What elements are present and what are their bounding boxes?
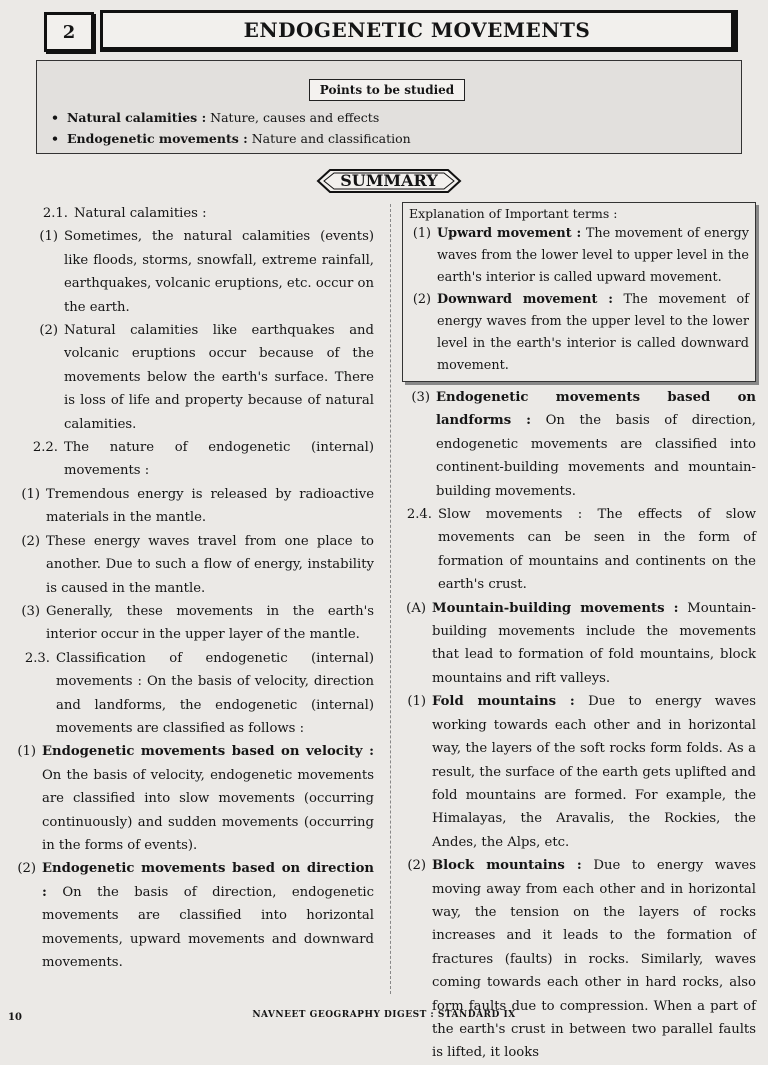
chapter-header: [44, 8, 742, 52]
paragraph-number: 2.2.: [32, 440, 58, 456]
paragraph-number: (1): [407, 694, 426, 710]
paragraph: [12, 530, 374, 600]
paragraph-number: 2.4.: [406, 507, 432, 523]
body-text: Generally, these movements in the earth's interior occur in the upper layer of the mantle.: [46, 603, 374, 643]
body-text: The nature of endogenetic (internal) movements :: [64, 440, 374, 479]
paragraph-number: (2): [17, 861, 36, 877]
points-title: Points to be studied: [309, 79, 465, 101]
paragraph-number: (2): [21, 533, 40, 549]
paragraph: [12, 225, 374, 319]
body-text: The movement of energy waves from the upper level to the lower level in the earth's interior is called downward movement.: [437, 292, 750, 373]
paragraph: [402, 854, 756, 1065]
paragraph-text: [42, 857, 374, 974]
paragraph-number: (1): [17, 744, 36, 760]
paragraph-number: 2.1.: [42, 206, 68, 221]
paragraph-number: (A): [406, 600, 426, 616]
point-desc: Nature and classification: [247, 131, 411, 146]
paragraph: [12, 857, 374, 974]
body-text: Tremendous energy is released by radioactive materials in the mantle.: [46, 486, 374, 526]
summary-label: SUMMARY: [340, 171, 438, 190]
paragraph-number: (1): [21, 486, 40, 502]
bold-term: Endogenetic movements based on direction :: [42, 861, 374, 900]
paragraph-number: (3): [411, 390, 430, 405]
paragraph: [12, 647, 374, 741]
bold-term: Block mountains :: [432, 858, 582, 874]
paragraph: [12, 600, 374, 647]
paragraph-text: [432, 597, 756, 691]
bullet-icon: •: [51, 131, 59, 146]
body-text: Mountain-building movements include the movements that lead to formation of fold mountains, block mountains and rift valleys.: [432, 600, 756, 686]
paragraph: [12, 202, 374, 225]
points-to-be-studied-box: [36, 60, 742, 154]
summary-heading: [316, 168, 462, 194]
list-item: [51, 107, 411, 128]
paragraph: [12, 436, 374, 483]
body-text: Due to energy waves moving away from each other and in horizontal way, the tension on the layers of rocks increases and it leads to the formation of fractures (faults) in rocks. Similarly, waves coming towards each other in hard rocks, also form faults due to compression. When a part of the earth's crust in between two parallel faults is lifted, it looks: [432, 858, 756, 1061]
bullet-icon: •: [51, 110, 59, 125]
points-list: [51, 107, 411, 149]
body-text: Natural calamities like earthquakes and volcanic eruptions occur because of the movements below the earth's surface. There is loss of life and property because of natural calamities.: [64, 323, 374, 432]
paragraph-text: [64, 436, 374, 483]
paragraph: [402, 597, 756, 691]
bold-term: Downward movement :: [437, 292, 613, 307]
left-column: [12, 202, 374, 974]
paragraph-number: (2): [412, 292, 431, 307]
list-item: [51, 128, 411, 149]
paragraph-number: 2.3.: [24, 650, 50, 666]
paragraph-text: [74, 202, 374, 225]
point-desc: Nature, causes and effects: [206, 110, 380, 125]
body-text: Sometimes, the natural calamities (events) like floods, storms, snowfall, extreme rainfall, earthquakes, volcanic eruptions, etc. occur on the earth.: [64, 229, 374, 315]
paragraph-number: (3): [21, 603, 40, 619]
body-text: These energy waves travel from one place to another. Due to such a flow of energy, instability is caused in the mantle.: [46, 533, 374, 596]
bold-term: Mountain-building movements :: [432, 600, 679, 616]
point-term: Natural calamities :: [67, 110, 207, 125]
important-terms-box: [402, 202, 756, 382]
page-footer: NAVNEET GEOGRAPHY DIGEST : STANDARD IX: [252, 1010, 516, 1020]
paragraph-number: (2): [39, 323, 58, 339]
body-text: Slow movements : The effects of slow movements can be seen in the form of formation of mountains and continents on the earth's crust.: [438, 507, 756, 593]
page-number: 10: [8, 1012, 22, 1023]
paragraph-number: (1): [39, 229, 58, 245]
paragraph: [409, 223, 749, 289]
paragraph: [402, 503, 756, 597]
paragraph-text: [46, 600, 374, 647]
paragraph-number: (2): [407, 858, 426, 874]
paragraph-text: [56, 647, 374, 741]
terms-title: Explanation of Important terms :: [409, 206, 618, 221]
body-text: On the basis of velocity, endogenetic movements are classified into slow movements (occurring continuously) and sudden movements (occurring in the forms of events).: [42, 767, 374, 853]
body-text: On the basis of direction, endogenetic movements are classified into horizontal movements, upward movements and downward movements.: [42, 884, 374, 970]
paragraph: [12, 319, 374, 436]
body-text: Natural calamities :: [74, 206, 207, 221]
paragraph-text: [437, 223, 749, 289]
paragraph-text: [436, 386, 756, 503]
bold-term: Endogenetic movements based on velocity :: [42, 744, 374, 760]
paragraph-text: [46, 483, 374, 530]
body-text: On the basis of direction, endogenetic movements are classified into continent-building movements and mountain-building movements.: [436, 413, 756, 499]
paragraph: [402, 690, 756, 854]
paragraph-text: [432, 690, 756, 854]
paragraph-text: [64, 225, 374, 319]
paragraph: [409, 289, 749, 377]
paragraph-text: [42, 740, 374, 857]
point-term: Endogenetic movements :: [67, 131, 248, 146]
body-text: The movement of energy waves from the lower level to upper level in the earth's interior is called upward movement.: [437, 226, 749, 285]
bold-term: Endogenetic movements based on landforms :: [436, 390, 756, 429]
chapter-number: 2: [44, 12, 94, 52]
paragraph-text: [437, 289, 749, 377]
paragraph: [12, 483, 374, 530]
chapter-title: ENDOGENETIC MOVEMENTS: [100, 10, 738, 52]
bold-term: Fold mountains :: [432, 694, 575, 710]
bold-term: Upward movement :: [437, 226, 582, 241]
paragraph-text: [64, 319, 374, 436]
paragraph: [12, 740, 374, 857]
paragraph-number: (1): [412, 226, 431, 241]
paragraph-text: [46, 530, 374, 600]
body-text: Classification of endogenetic (internal) movements : On the basis of velocity, direction and landforms, the endogenetic (internal) movements are classified as follows :: [56, 650, 374, 736]
paragraph: [402, 386, 756, 503]
paragraph-text: [438, 503, 756, 597]
column-divider: [390, 204, 391, 994]
right-column: [402, 202, 756, 1065]
paragraph-text: [432, 854, 756, 1065]
body-text: Due to energy waves working towards each other and in horizontal way, the layers of the soft rocks form folds. As a result, the surface of the earth gets uplifted and fold mountains are formed. For example, the Himalayas, the Aravalis, the Rockies, the Andes, the Alps, etc.: [432, 694, 756, 850]
